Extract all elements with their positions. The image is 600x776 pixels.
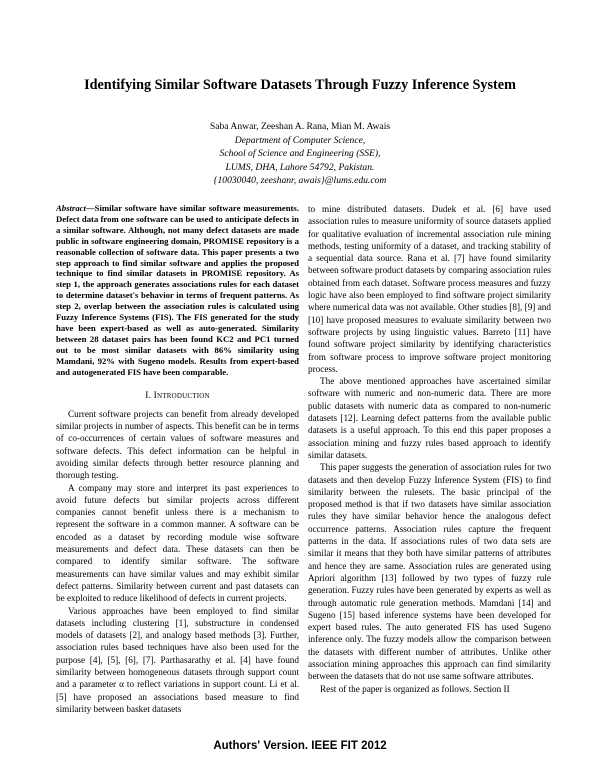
right-paragraph-4: Rest of the paper is organized as follows. Section II (320, 683, 510, 694)
author-names: Saba Anwar, Zeeshan A. Rana, Mian M. Awais (209, 121, 391, 132)
affiliation-department: Department of Computer Science, (234, 134, 366, 146)
affiliation-school: School of Science and Engineering (SSE), (219, 148, 381, 159)
paper-title: Identifying Similar Software Datasets Through Fuzzy Inference System (84, 77, 516, 93)
right-paragraph-1: to mine distributed datasets. Dudek et al. [6] have used association rules to measure uniformity of source datasets applied for qualitative evaluation of incremental association rule mining methods, testing uniformity of a dataset, and tracking stability of a sequential data source. Rana et al. [7] have found similarity between software product datasets by comparing association rules obtained from each dataset. Software process measures and fuzzy logic have also been employed to find software project similarity where numerical data was not available. Other studies [8], [9] and [10] have proposed measures to evaluate similarity between two software projects by using linguistic values. Barreto [11] have found software project similarity by identifying characteristics from software process to improve software project monitoring process. (308, 204, 551, 374)
left-column (56, 203, 299, 715)
abstract-label: Abstract (56, 203, 86, 213)
affiliation-address: LUMS, DHA, Lahore 54792, Pakistan. (225, 161, 375, 173)
author-emails: {10030040, zeeshanr, awais}@lums.edu.com (213, 175, 387, 186)
authors-version-footer: Authors' Version. IEEE FIT 2012 (213, 740, 387, 752)
abstract-text: —Similar software have similar software measurements. Defect data from one software can be used to anticipate defects in a similar software. Although, not many defect datasets are made public in software engineering domain, PROMISE repository is a reasonable collection of software data. This paper presents a two step approach to find similar software and applies the proposed technique to find similar datasets in PROMISE repository. As step 1, the approach generates associations rules for each dataset to determine dataset's behavior in terms of frequent patterns. As step 2, overlap between the association rules is calculated using Fuzzy Inference Systems (FIS). The FIS generated for the study have been expert-based as well as auto-generated. Similarity between 28 dataset pairs has been found KC2 and PC1 turned out to be most similar datasets with 86% similarity using Mamdani, 92% with Sugeno models. Results from expert-based and autogenerated FIS have been comparable. (56, 203, 299, 377)
intro-paragraph-3: Various approaches have been employed to find similar datasets including clustering [1], substructure in condensed models of datasets [2], and analogy based methods [3]. Further, association rules based techniques have also been used for the purpose [4], [5], [6], [7]. Parthasarathy et al. [4] have found similarity between homogeneous datasets through support count and a parameter α to reflect variations in support count. Li et al. [5] have proposed an associations based measure to find similarity between basket datasets (56, 605, 299, 714)
right-paragraph-3: This paper suggests the generation of association rules for two datasets and then develop Fuzzy Inference System (FIS) to find similarity between the rulesets. The basic principal of the proposed method is that if two datasets have similar association rules they have similar behavior hence the analogous defect occurrence patterns. Association rules capture the frequent patterns in the data. If associations rules of two data sets are similar it means that they both have similar patterns of attributes and hence they are same. Association rules are generated using Apriori algorithm [13] followed by two types of fuzzy rule generation. Fuzzy rules have been generated by experts as well as through automatic rule generation methods. Mamdani [14] and Sugeno [15] based inference systems have been developed for expert based rules. The auto generated FIS has used Sugeno inference only. The fuzzy models allow the comparison between the datasets with different number of attributes. Unlike other association mining approaches this approach can find similarity between the datasets that do not use same software attributes. (308, 462, 551, 682)
right-column (308, 203, 551, 695)
abstract (56, 203, 299, 378)
author-block (0, 120, 600, 188)
right-paragraph-2: The above mentioned approaches have ascertained similar software with numeric and non-numeric data. There are more public datasets with numeric data as compared to non-numeric datasets [12]. Learning defect patterns from the available public datasets is a useful approach. To this end this paper proposes a association mining and fuzzy rules based approach to identify similar datasets. (308, 376, 551, 460)
section-heading-introduction: I. Introduction (145, 390, 210, 401)
intro-paragraph-2: A company may store and interpret its past experiences to avoid future defects but similar projects across different companies cannot benefit unless there is a mechanism to represent the software in a common manner. A software can be encoded as a dataset by recording module wise software measurements and defect data. These datasets can then be compared to identify similar software. The software measurements can have similar values and may exhibit similar defect patterns. Similarity between current and past datasets can be exploited to reduce likelihood of defects in current projects. (56, 482, 299, 604)
intro-paragraph-1: Current software projects can benefit from already developed similar projects in number of aspects. This benefit can be in terms of co-occurrences of certain values of software measures and software defects. This defect information can be helpful in avoiding similar defects through better resource planning and thorough testing. (56, 408, 299, 481)
